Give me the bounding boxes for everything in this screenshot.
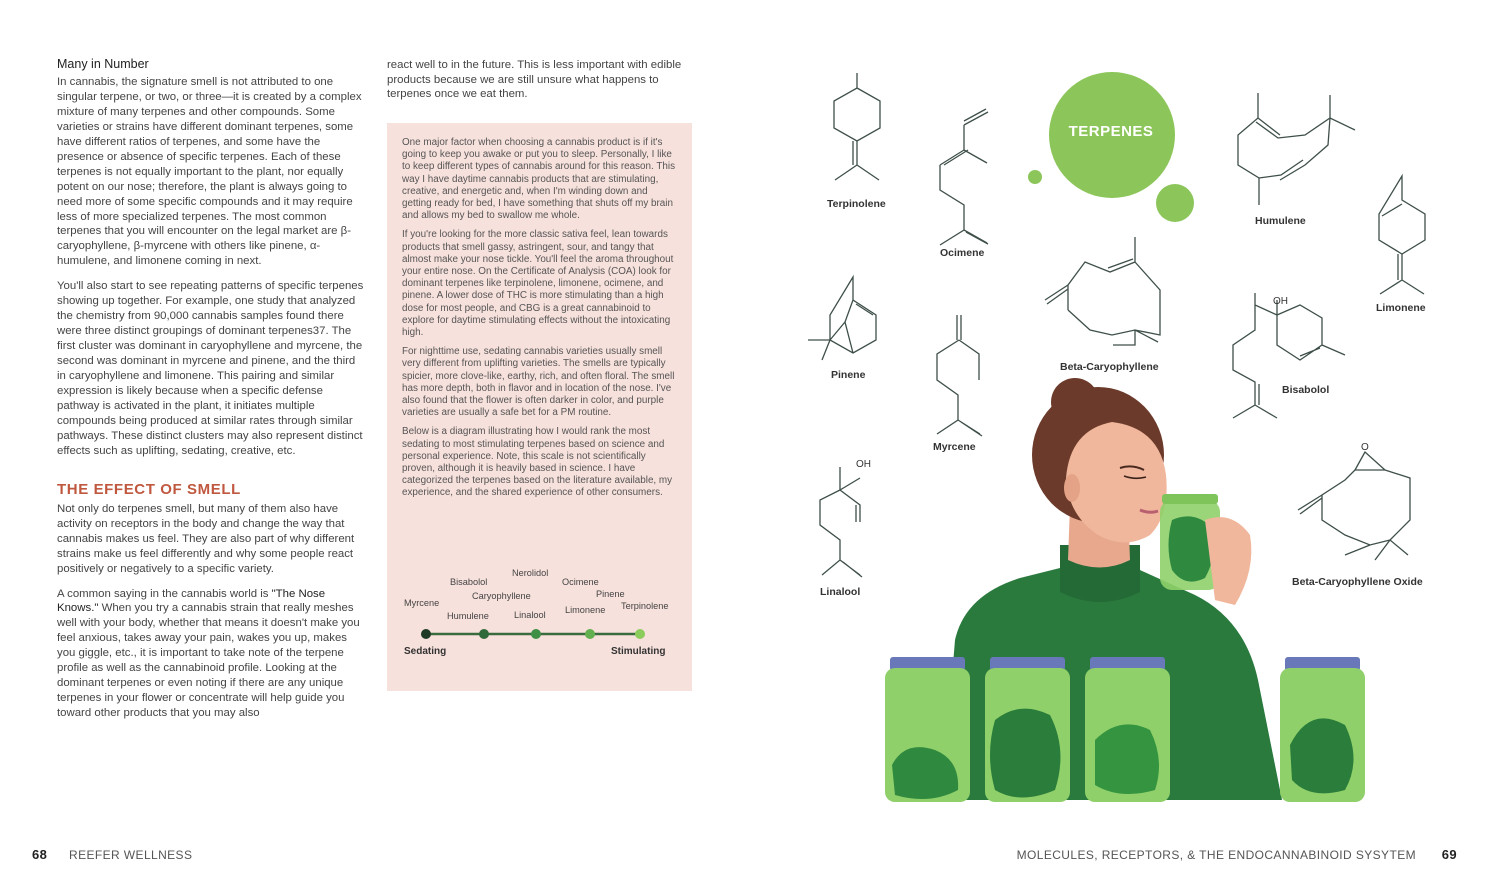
caryophyllene-oxide-structure	[1298, 452, 1410, 560]
linalool-structure	[820, 467, 862, 577]
paragraph: A common saying in the cannabis world is "The Nose Knows." When you try a cannabis strain that really meshes well with your body, whether that means it doesn't make you feel anxious, takes away your pain, wakes you up, makes you giggle, etc., it is important to take note of the terpene profile as well as the cannabinoid profile. Looking at the dominant terpenes or even noting if there are any unique terpenes in your flower or concentrate will help guide you toward other products that you may also	[57, 587, 360, 720]
label-ocimene: Ocimene	[940, 247, 985, 259]
scale-label: Terpinolene	[621, 601, 669, 611]
column-two-continued: react well to in the future. This is less important with edible products because we are still unsure what happens to terpenes once we eat them.	[387, 59, 682, 101]
sidebar-paragraph: Below is a diagram illustrating how I would rank the most sedating to most stimulating terpenes based on science and personal experience. Note, this scale is not scientifically proven, although it is heavily based in science. I have categorized the terpenes based on the literature available, my experience, and the shared experience of other consumers.	[402, 426, 673, 499]
scale-label: Limonene	[565, 605, 606, 615]
jar	[1280, 657, 1365, 802]
bisabolol-structure	[1233, 293, 1345, 418]
nose-knows-quote: "The Nose Knows."	[57, 587, 326, 615]
oh-label: OH	[856, 459, 871, 470]
terpinolene-structure	[834, 73, 880, 180]
scale-sedating-label: Sedating	[404, 646, 447, 657]
paragraph: In cannabis, the signature smell is not attributed to one singular terpene, or two, or three—it is created by a complex mixture of many terpenes and other compounds. Some varieties or strains have different dominant terpenes, some have different ratios of terpenes, and some have the presence or absence of specific terpenes. Each of these terpenes is not equally important to the plant, nor equally potent on our nose; therefore, the plant is always going to need more of some specific compounds and it may require less of more specialized terpenes. The most common terpenes that you will encounter on the legal market are β-caryophyllene, β-myrcene with others like pinene, α-humulene, and limonene coming in next.	[57, 75, 362, 268]
myrcene-structure	[937, 315, 982, 436]
pinene-structure	[808, 277, 876, 360]
paragraph: You'll also start to see repeating patterns of specific terpenes showing up together. For example, one study that analyzed the chemistry from 90,000 cannabis samples found there were three distinct groupings of dominant terpenes37. The first cluster was dominant in caryophyllene and myrcene, the second was dominant in myrcene and pinene, and the third in caryophyllene and limonene. This pairing and similar expression is likely because when a specific defense pathway is activated in the plant, it initiates multiple compounds being produced at similar rates through similar pathways. These distinct clusters may also represent distinct effects such as uplifting, sedating, creative, etc.	[57, 280, 364, 457]
thought-bubble-tiny	[1028, 170, 1042, 184]
label-terpinolene: Terpinolene	[827, 198, 886, 210]
page-number: 68	[32, 847, 48, 862]
jar	[1085, 657, 1170, 802]
label-caryophyllene-oxide: Beta-Caryophyllene Oxide	[1292, 576, 1423, 588]
hair-bun	[1051, 378, 1099, 426]
beta-caryophyllene-structure	[1045, 237, 1160, 345]
label-linalool: Linalool	[820, 586, 861, 598]
sidebar-paragraph: One major factor when choosing a cannabis product is if it's going to keep you awake or put you to sleep. Personally, I like to keep different types of cannabis around for this reason. This way I have daytime cannabis products that are stimulating, creative, and energetic and, when I'm winding down and getting ready for bed, I have something that shuts off my brain and allows my bed to swallow me whole.	[402, 137, 676, 222]
scale-label: Bisabolol	[450, 577, 488, 587]
oh-label: OH	[1273, 296, 1288, 307]
jar-row	[885, 657, 1365, 802]
running-head: REEFER WELLNESS	[69, 848, 193, 862]
label-pinene: Pinene	[831, 369, 866, 381]
humulene-structure	[1238, 93, 1355, 205]
terpenes-title: TERPENES	[1068, 123, 1154, 140]
label-humulene: Humulene	[1255, 215, 1306, 227]
sidebar-paragraph: For nighttime use, sedating cannabis varieties usually smell very different from uplifting varieties. The smells are typically spicier, more clove-like, earthy, rich, and often floral. The smell has more depth, both in flavor and in location of the nose. I've also found that the flower is often darker in color, and purple varieties are usually a safe bet for a PM routine.	[402, 346, 675, 419]
label-limonene: Limonene	[1376, 302, 1426, 314]
scale-label: Humulene	[447, 611, 489, 621]
label-bisabolol: Bisabolol	[1282, 384, 1330, 396]
scale-label: Linalool	[514, 610, 546, 620]
sidebar-paragraph: If you're looking for the more classic sativa feel, lean towards products that smell gassy, astringent, sour, and tangy that almost make your nose tickle. You'll feel the aroma throughout your entire nose. On the Certificate of Analysis (COA) look for dominant terpenes like terpinolene, limonene, ocimene, and pinene. A lower dose of THC is more stimulating than a high dose for most people, and CBG is a great cannabinoid to explore for daytime stimulating effects without the intoxicating high.	[402, 229, 674, 339]
label-myrcene: Myrcene	[933, 441, 976, 453]
scale-label: Caryophyllene	[472, 591, 531, 601]
scale-label: Myrcene	[404, 598, 440, 608]
thought-bubble-small	[1156, 184, 1194, 222]
scale-label: Pinene	[596, 589, 625, 599]
running-head: MOLECULES, RECEPTORS, & THE ENDOCANNABINOID SYSYTEM	[1016, 848, 1416, 862]
o-label: O	[1361, 442, 1369, 453]
jar	[885, 657, 970, 802]
scale-label: Nerolidol	[512, 568, 549, 578]
limonene-structure	[1379, 176, 1425, 294]
ocimene-structure	[940, 109, 988, 245]
subheading-many-in-number: Many in Number	[57, 57, 149, 71]
label-beta-caryophyllene: Beta-Caryophyllene	[1060, 361, 1159, 373]
jar	[985, 657, 1070, 802]
section-heading-effect-of-smell: THE EFFECT OF SMELL	[57, 480, 241, 498]
paragraph: Not only do terpenes smell, but many of them also have activity on receptors in the body and change the way that cannabis makes us feel. They are also part of why different strains make us feel differently and why some people react positively or negatively to a specific variety.	[57, 502, 355, 575]
scale-stimulating-label: Stimulating	[611, 646, 666, 657]
scale-label: Ocimene	[562, 577, 599, 587]
page-number: 69	[1441, 847, 1457, 862]
